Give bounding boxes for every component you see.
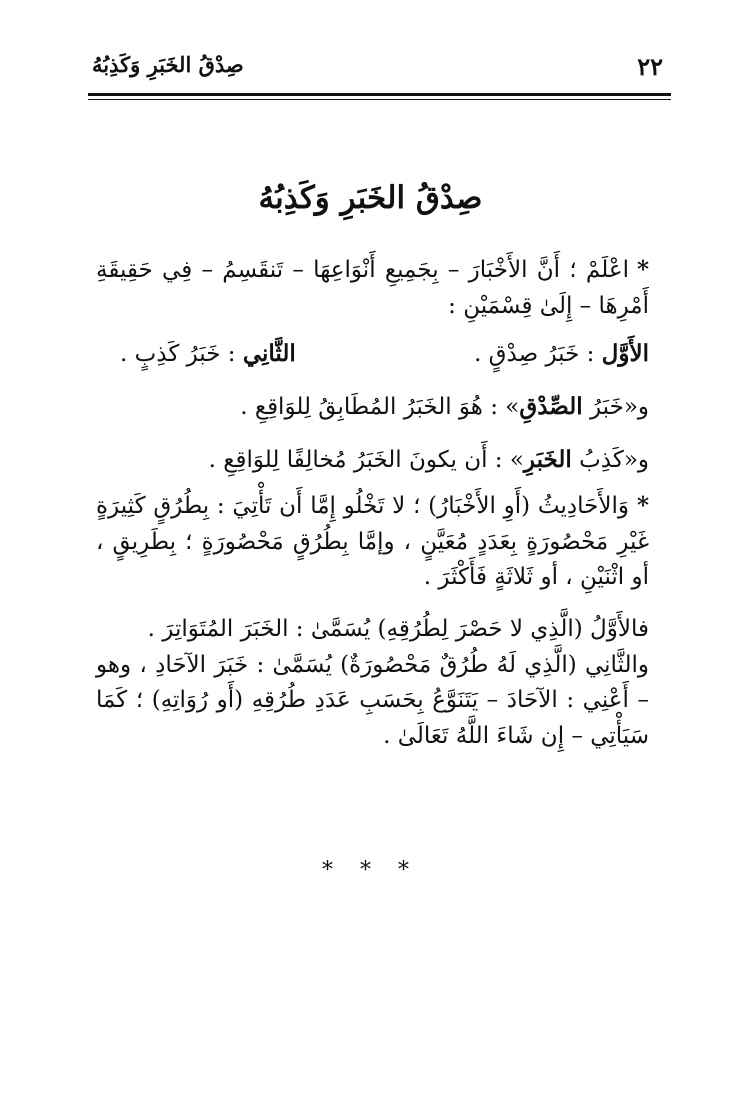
type-second bbox=[96, 336, 296, 373]
def-true-term-bold: الصِّدْقِ bbox=[519, 392, 583, 420]
running-title: صِدْقُ الخَبَرِ وَكَذِبُهُ bbox=[92, 52, 244, 77]
paragraph-hadith-paths bbox=[96, 488, 649, 596]
paragraph-mutawatir bbox=[96, 612, 649, 648]
section-end-ornament: * * * bbox=[322, 858, 419, 883]
hadith-paths-text: وَالأَحَادِيثُ (أَوِ الأَخْبَارُ) ؛ لا تَخْلُو إِمَّا أَن تَأْتِيَ : بِطُرُقٍ كَثِيرَةٍ غَيْرِ مَحْصُورَةٍ بِعَدَدٍ مُعَيَّنٍ ، وإمَّا بِطُرُقٍ مَحْصُورَةٍ ؛ بِطَرِيقٍ ، أو اثْنَيْنِ ، أو ثَلاثَةٍ فَأَكْثَرَ . bbox=[96, 493, 649, 591]
asterisk-bullet-icon: * bbox=[636, 492, 649, 520]
header-rule-thick bbox=[88, 93, 671, 96]
type-second-label: الثَّانِي bbox=[242, 340, 296, 368]
def-false-suffix: » : أَن يكونَ الخَبَرُ مُخالِفًا لِلوَاقِعِ . bbox=[208, 446, 524, 473]
running-header bbox=[88, 48, 671, 88]
paragraph-intro bbox=[96, 252, 649, 324]
def-true-term-light: خَبَرُ bbox=[589, 393, 624, 420]
paragraph-ahad bbox=[96, 648, 649, 755]
intro-text: اعْلَمْ ؛ أَنَّ الأَخْبَارَ – بِجَمِيعِ أَنْوَاعِهَا – تَنقَسِمُ – فِي حَقِيقَةِ أَمْرِهَا – إِلَىٰ قِسْمَيْنِ : bbox=[96, 257, 649, 319]
type-first bbox=[474, 336, 649, 373]
ahad-text: والثَّانِي (الَّذِي لَهُ طُرُقٌ مَحْصُورَةٌ) يُسَمَّىٰ : خَبَرَ الآحَادِ ، وهو – أَعْنِي : الآحَادَ – يَتَنَوَّعُ بِحَسَبِ عَدَدِ طُرُقِهِ (أَو رُوَاتِهِ) ؛ كَمَا سَيَأْتِي – إِن شَاءَ اللَّهُ تَعَالَىٰ . bbox=[96, 651, 649, 750]
def-true-prefix: و« bbox=[623, 393, 649, 420]
mutawatir-text: فالأَوَّلُ (الَّذِي لا حَصْرَ لِطُرُقِهِ) يُسَمَّىٰ : الخَبَرَ المُتَوَاتِرَ . bbox=[147, 616, 649, 643]
type-first-text: : خَبَرُ صِدْقٍ . bbox=[474, 341, 595, 368]
def-true-suffix: » : هُوَ الخَبَرُ المُطَابِقُ لِلوَاقِعِ . bbox=[240, 393, 520, 420]
definition-true-news bbox=[96, 389, 649, 426]
header-rule-thin bbox=[88, 99, 671, 100]
page-number: ٢٢ bbox=[637, 52, 663, 81]
body-text bbox=[96, 252, 649, 755]
asterisk-bullet-icon: * bbox=[636, 256, 649, 283]
def-false-prefix: و« bbox=[623, 446, 649, 473]
news-types-row bbox=[96, 336, 649, 373]
definition-false-news bbox=[96, 442, 649, 479]
chapter-title: صِدْقُ الخَبَرِ وَكَذِبُهُ bbox=[258, 180, 483, 216]
def-false-term-bold: الخَبَرِ bbox=[523, 445, 572, 473]
def-false-term-light: كَذِبُ bbox=[579, 446, 624, 473]
type-first-label: الأَوَّل bbox=[601, 340, 649, 368]
type-second-text: : خَبَرُ كَذِبٍ . bbox=[120, 341, 236, 368]
